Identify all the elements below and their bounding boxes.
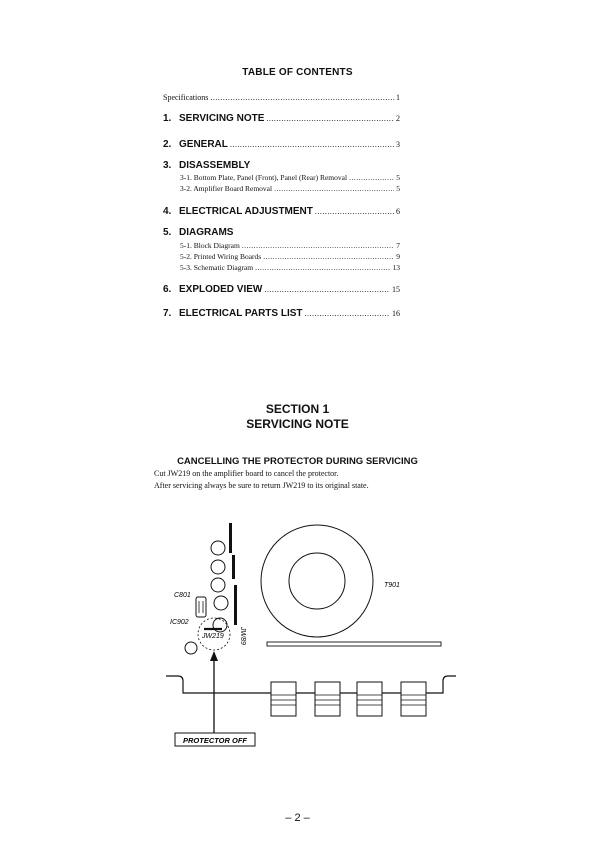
capacitor-circle <box>214 596 228 610</box>
dot-leader <box>315 207 394 216</box>
dot-leader <box>349 173 394 182</box>
toc-page-number: 13 <box>392 263 400 272</box>
page-number: – 2 – <box>285 812 310 824</box>
toc-subentry-label: 3-1. Bottom Plate, Panel (Front), Panel (Rear) Removal <box>180 173 348 182</box>
toc-section-title: SERVICING NOTE <box>179 113 265 124</box>
toc-page-number: 9 <box>396 252 400 261</box>
board-vertical-bar <box>234 585 237 625</box>
toc-section-5[interactable] <box>163 227 400 238</box>
toc-entry-label: Specifications <box>163 93 209 102</box>
transistor-block <box>357 682 382 716</box>
toc-page-number: 7 <box>396 241 400 250</box>
toc-section-number: 5. <box>163 227 172 238</box>
ic902-label: IC902 <box>170 619 189 626</box>
toc-section-number: 7. <box>163 308 172 319</box>
dot-leader <box>255 263 390 272</box>
toc-section-title: ELECTRICAL ADJUSTMENT <box>179 206 313 217</box>
section-heading <box>0 402 595 432</box>
toc-section-title: EXPLODED VIEW <box>179 284 263 295</box>
t901-label: T901 <box>384 582 400 589</box>
protector-arrow-head <box>210 651 218 661</box>
dot-leader <box>305 309 390 318</box>
toc-title: TABLE OF CONTENTS <box>242 67 353 78</box>
toc-section-number: 4. <box>163 206 172 217</box>
dot-leader <box>274 184 394 193</box>
toc-section-title: DIAGRAMS <box>179 227 234 238</box>
toc-subentry-3-2[interactable] <box>180 184 400 193</box>
toc-subentry-3-1[interactable] <box>180 173 400 182</box>
board-vertical-bar <box>232 555 235 579</box>
t901-outer-ring <box>261 525 373 637</box>
capacitor-circle <box>211 578 225 592</box>
toc-page-number: 15 <box>392 285 400 294</box>
toc-page-number: 2 <box>396 114 400 123</box>
board-vertical-bar <box>229 523 232 553</box>
toc-page-number: 5 <box>396 173 400 182</box>
t901-inner-ring <box>289 553 345 609</box>
toc-subentry-label: 5-2. Printed Wiring Boards <box>180 252 262 261</box>
toc-section-3[interactable] <box>163 160 400 171</box>
toc-subentry-5-2[interactable] <box>180 252 400 261</box>
toc-page-number: 16 <box>392 309 400 318</box>
dot-leader <box>242 241 394 250</box>
dot-leader <box>264 285 390 294</box>
dot-leader <box>263 252 394 261</box>
toc-section-number: 3. <box>163 160 172 171</box>
dot-leader <box>230 140 394 149</box>
toc-page-number: 1 <box>396 93 400 102</box>
jw89-label: JW89 <box>239 627 246 645</box>
toc-subentry-5-3[interactable] <box>180 263 400 272</box>
toc-section-6[interactable] <box>163 284 400 295</box>
toc-page-number: 3 <box>396 140 400 149</box>
note-text-line-2: After servicing always be sure to return JW219 to its original state. <box>154 481 369 490</box>
toc-section-4[interactable] <box>163 206 400 217</box>
toc-page-number: 6 <box>396 207 400 216</box>
toc-subentry-5-1[interactable] <box>180 241 400 250</box>
toc-section-title: GENERAL <box>179 139 228 150</box>
transistor-block <box>271 682 296 716</box>
dot-leader <box>266 114 394 123</box>
capacitor-circle <box>211 541 225 555</box>
c801-component <box>196 597 206 617</box>
toc-section-number: 2. <box>163 139 172 150</box>
c801-label: C801 <box>174 592 191 599</box>
toc-section-7[interactable] <box>163 308 400 319</box>
jw219-label: JW219 <box>202 633 224 640</box>
heatsink-bar <box>267 642 441 646</box>
toc-subentry-label: 5-3. Schematic Diagram <box>180 263 254 272</box>
transistor-block <box>315 682 340 716</box>
note-heading: CANCELLING THE PROTECTOR DURING SERVICING <box>177 456 418 467</box>
toc-section-title: DISASSEMBLY <box>179 160 251 171</box>
toc-section-1[interactable] <box>163 113 400 124</box>
toc-section-number: 1. <box>163 113 172 124</box>
toc-subentry-label: 5-1. Block Diagram <box>180 241 240 250</box>
toc-page-number: 5 <box>396 184 400 193</box>
toc-section-number: 6. <box>163 284 172 295</box>
toc-entry-specifications[interactable] <box>163 93 400 102</box>
toc-subentry-label: 3-2. Amplifier Board Removal <box>180 184 273 193</box>
section-title: SERVICING NOTE <box>246 417 349 431</box>
capacitor-circle <box>185 642 197 654</box>
transistor-block <box>401 682 426 716</box>
amplifier-board-diagram <box>0 515 595 755</box>
capacitor-circle <box>211 560 225 574</box>
toc-section-title: ELECTRICAL PARTS LIST <box>179 308 303 319</box>
section-number: SECTION 1 <box>265 402 330 416</box>
protector-off-label: PROTECTOR OFF <box>182 736 248 745</box>
dot-leader <box>210 93 394 102</box>
note-text-line-1: Cut JW219 on the amplifier board to cancel the protector. <box>154 469 339 478</box>
toc-section-2[interactable] <box>163 139 400 150</box>
